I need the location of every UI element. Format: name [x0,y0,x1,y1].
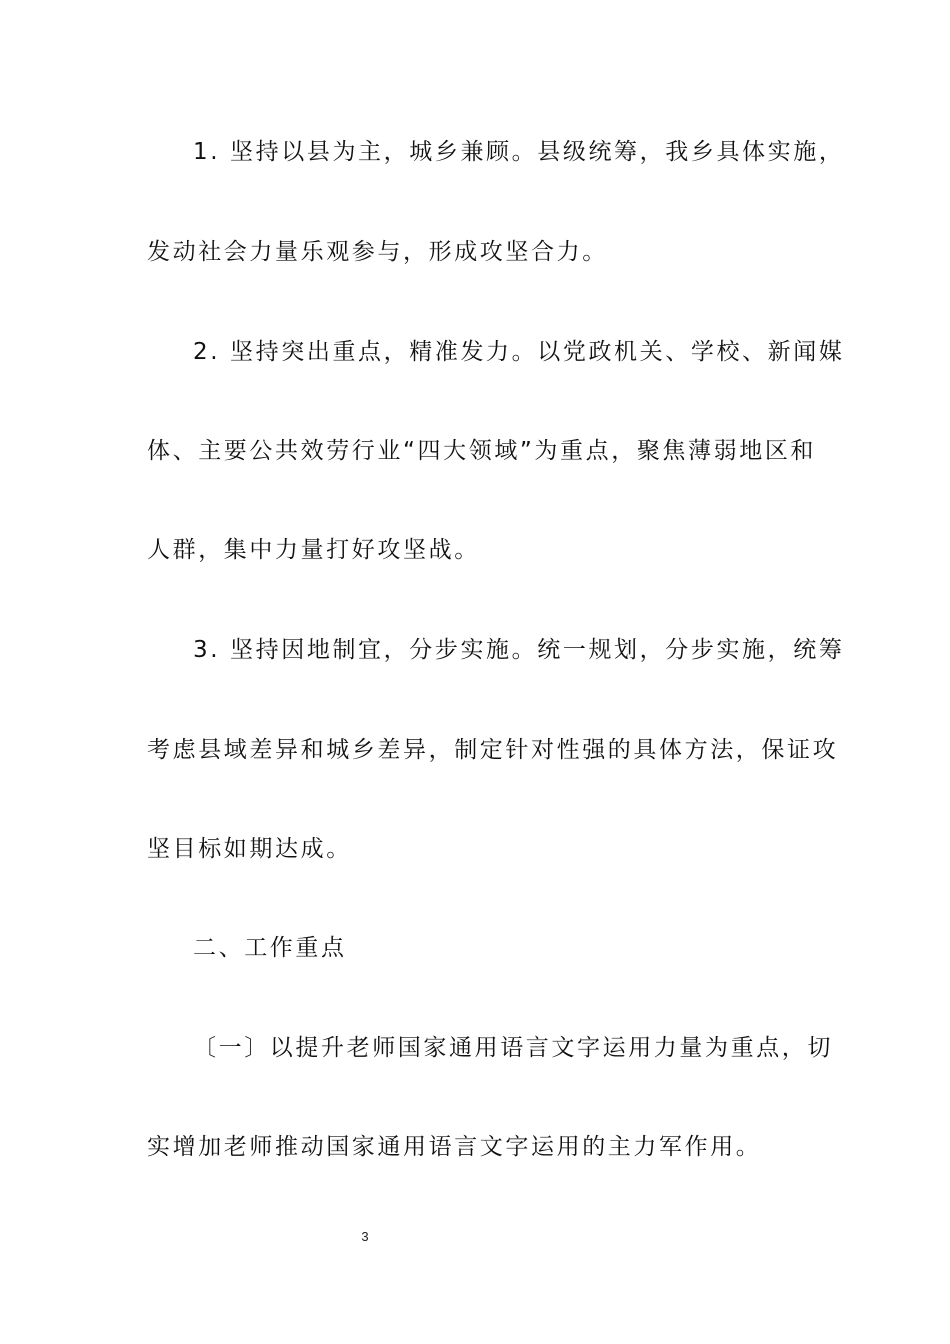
paragraph-1-line-1: 1. 坚持以县为主，城乡兼顾。县级统筹，我乡具体实施， [193,139,845,165]
page-number: 3 [361,1229,369,1244]
paragraph-3-line-1: 3. 坚持因地制宜，分步实施。统一规划，分步实施，统筹 [193,637,845,663]
paragraph-2-line-1: 2. 坚持突出重点，精准发力。以党政机关、学校、新闻媒 [193,339,845,365]
paragraph-4-line-2: 实增加老师推动国家通用语言文字运用的主力军作用。 [147,1134,762,1160]
paragraph-4-line-1: 〔一〕以提升老师国家通用语言文字运用力量为重点，切 [193,1035,833,1061]
paragraph-1-line-2: 发动社会力量乐观参与，形成攻坚合力。 [147,239,608,265]
paragraph-3-line-2: 考虑县域差异和城乡差异，制定针对性强的具体方法，保证攻 [147,737,839,763]
section-heading: 二、工作重点 [193,935,347,961]
paragraph-2-line-2: 体、主要公共效劳行业“四大领域”为重点，聚焦薄弱地区和 [147,438,817,464]
paragraph-3-line-3: 坚目标如期达成。 [147,836,352,862]
paragraph-2-line-3: 人群，集中力量打好攻坚战。 [147,537,480,563]
